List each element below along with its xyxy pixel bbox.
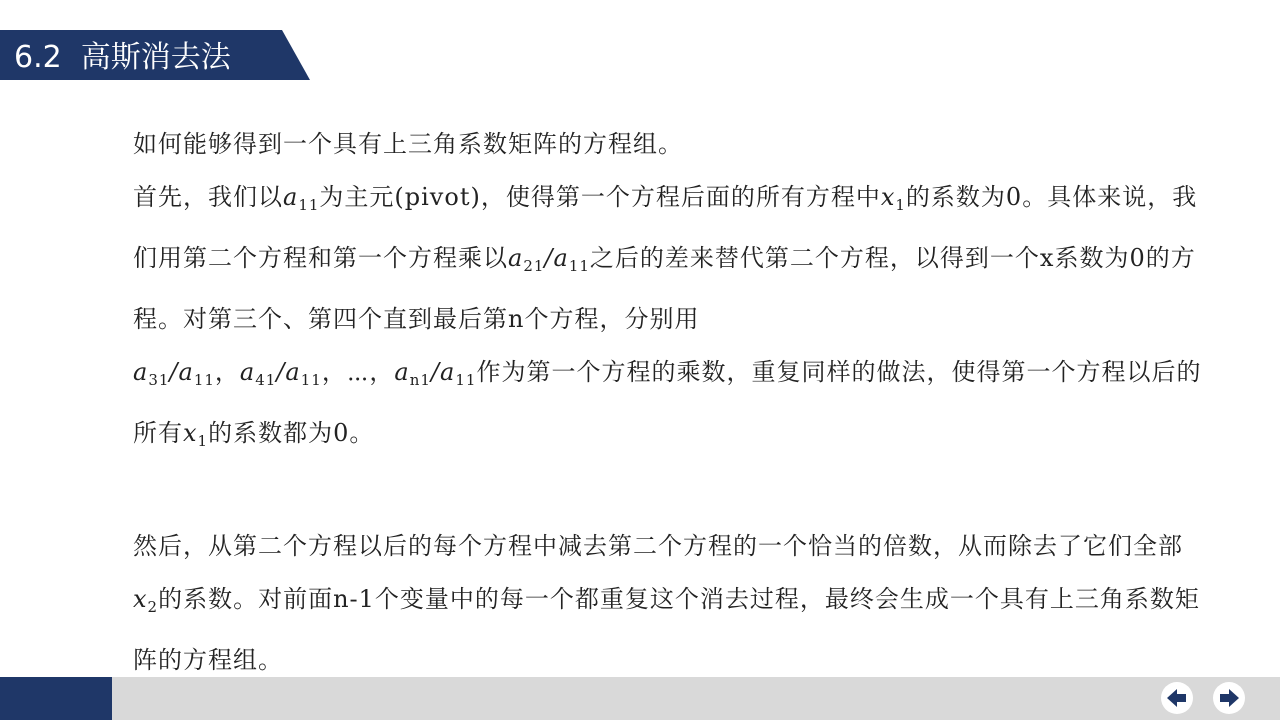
paragraph-2	[133, 520, 1203, 687]
math-var: x	[183, 419, 198, 447]
math-sub: 41	[255, 371, 277, 389]
math-var: a	[553, 244, 569, 272]
paragraph-1	[133, 118, 1203, 468]
math-sub: 21	[523, 257, 545, 275]
p1-text: 的系数都为0。	[208, 419, 375, 447]
math-a41-over-a11	[239, 358, 322, 389]
math-var: x	[133, 585, 148, 613]
p1-text: 首先，我们以	[133, 183, 283, 211]
arrow-left-icon	[1165, 686, 1189, 710]
math-slash: /	[430, 358, 441, 386]
math-a21-over-a11	[508, 244, 590, 275]
math-a11	[283, 183, 320, 214]
math-slash: /	[276, 358, 286, 386]
prev-slide-button[interactable]	[1161, 682, 1193, 714]
math-var: a	[440, 358, 456, 386]
arrow-right-icon	[1217, 686, 1241, 710]
math-comma: ，	[321, 358, 347, 386]
math-an1-over-a11	[394, 358, 477, 389]
section-number: 6.2	[14, 40, 62, 75]
p1-text: 之后的差来替代第二个方程，以得到一个x系数为0的方程。对第三个、第四个直到最后第n个方程，分别用	[133, 244, 1196, 333]
math-slash: /	[169, 358, 179, 386]
p1-text: 作为第一个方程的乘数，重复同样的做法，使得第一个方程以后的所有	[133, 358, 1202, 447]
p2-text: 的系数。对前面n-1个变量中的每一个都重复这个消去过程，最终会生成一个具有上三角系数矩阵的方程组。	[133, 585, 1200, 674]
footer-accent	[0, 677, 112, 720]
math-var: a	[508, 244, 524, 272]
next-slide-button[interactable]	[1213, 682, 1245, 714]
math-comma: ，	[214, 358, 240, 386]
math-sub: 11	[300, 371, 322, 389]
math-sub: 11	[455, 371, 477, 389]
p1-text: 为主元(pivot)，使得第一个方程后面的所有方程中	[319, 183, 881, 211]
math-x2	[133, 585, 159, 616]
slide-title	[14, 38, 231, 78]
math-var: a	[394, 358, 410, 386]
section-title: 高斯消去法	[80, 40, 231, 75]
math-x1	[183, 419, 209, 450]
math-a31-over-a11	[133, 358, 215, 389]
math-var: a	[283, 183, 299, 211]
p1-line1: 如何能够得到一个具有上三角系数矩阵的方程组。	[133, 130, 683, 158]
math-sub: 11	[193, 371, 215, 389]
math-var: a	[178, 358, 194, 386]
math-var: a	[133, 358, 149, 386]
math-sub: 1	[197, 432, 209, 450]
math-sub: n1	[409, 371, 431, 389]
math-x1	[880, 183, 906, 214]
math-sub: 2	[147, 598, 159, 616]
math-sub: 1	[895, 196, 906, 214]
math-sub: 31	[148, 371, 170, 389]
footer-bar	[0, 677, 1280, 720]
p2-text: 然后，从第二个方程以后的每个方程中减去第二个方程的一个恰当的倍数，从而除去了它们全部	[133, 532, 1183, 560]
math-slash: /	[544, 244, 554, 272]
p1-text: 的系数为0。具体来说，我们用第二个方程和第一个方程乘以	[133, 183, 1198, 272]
math-sub: 11	[568, 257, 590, 275]
math-var: a	[239, 358, 256, 386]
slide-body	[133, 118, 1203, 687]
math-var: x	[880, 183, 896, 211]
math-var: a	[285, 358, 301, 386]
math-ellipsis: ⋯，	[346, 358, 395, 386]
math-sub: 11	[298, 196, 320, 214]
